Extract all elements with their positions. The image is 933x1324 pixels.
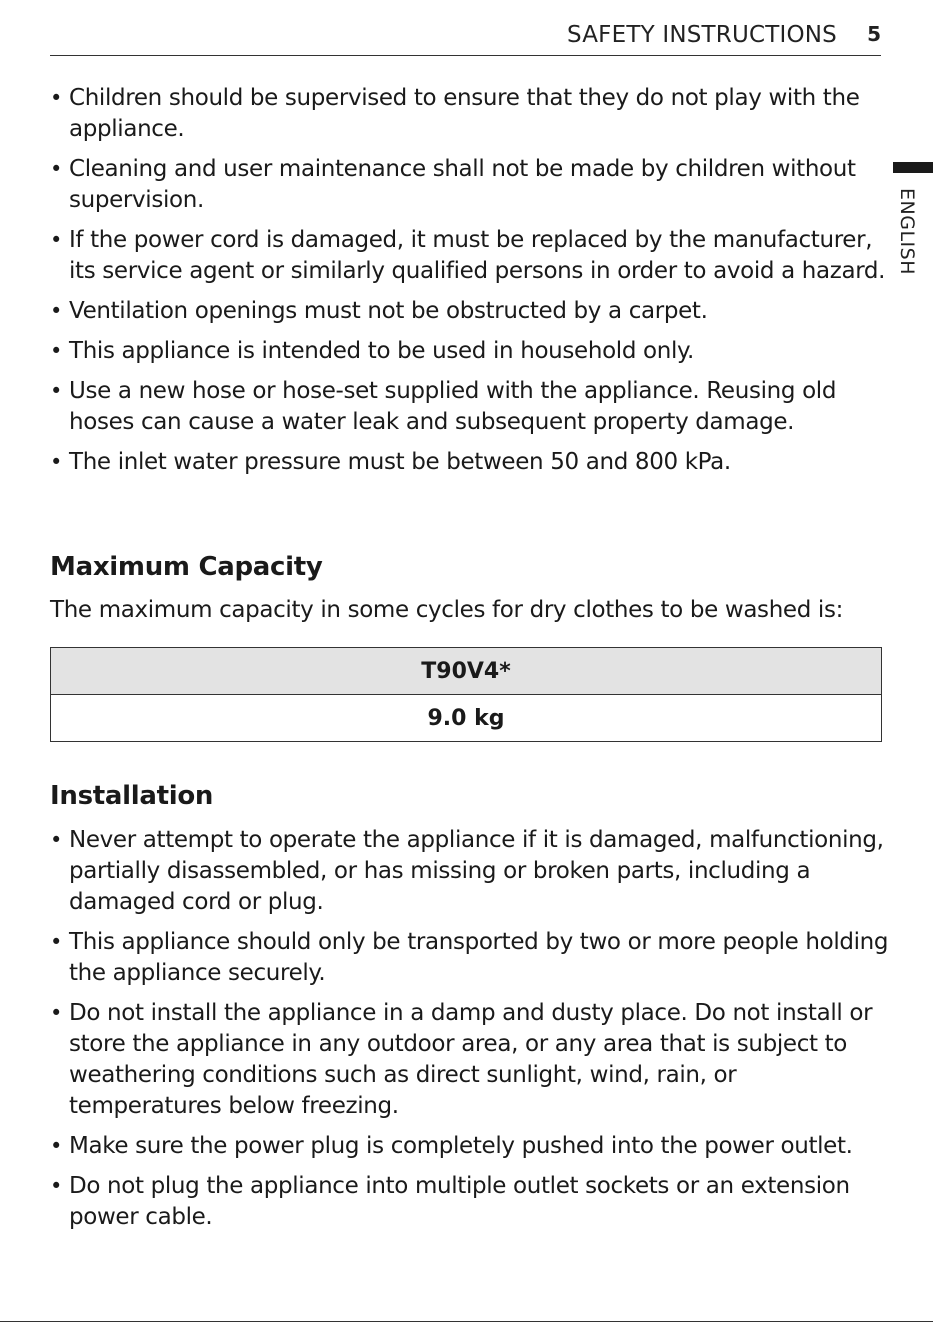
model-header-cell: T90V4* — [51, 648, 882, 695]
capacity-intro: The maximum capacity in some cycles for dry clothes to be washed is: — [50, 597, 844, 623]
table-row — [51, 648, 882, 695]
footer-divider — [0, 1321, 933, 1322]
maximum-capacity-heading: Maximum Capacity — [50, 552, 323, 582]
installation-bullet-list — [50, 825, 890, 1242]
capacity-value-cell: 9.0 kg — [51, 695, 882, 742]
table-row — [51, 695, 882, 742]
capacity-table — [50, 647, 882, 742]
list-item: • The inlet water pressure must be between 50 and 800 kPa. — [50, 447, 890, 478]
list-item: • Ventilation openings must not be obstructed by a carpet. — [50, 296, 890, 327]
list-item: • If the power cord is damaged, it must be replaced by the manufacturer, its service agent or similarly qualified persons in order to avoid a hazard. — [50, 225, 890, 287]
language-tab-marker — [893, 162, 933, 173]
list-item: • Use a new hose or hose-set supplied with the appliance. Reusing old hoses can cause a water leak and subsequent property damage. — [50, 376, 890, 438]
list-item: • Never attempt to operate the appliance if it is damaged, malfunctioning, partially disassembled, or has missing or broken parts, including a damaged cord or plug. — [50, 825, 890, 918]
list-item: • This appliance should only be transported by two or more people holding the appliance securely. — [50, 927, 890, 989]
list-item: • This appliance is intended to be used in household only. — [50, 336, 890, 367]
page-header — [50, 18, 881, 56]
list-item: • Cleaning and user maintenance shall not be made by children without supervision. — [50, 154, 890, 216]
safety-bullet-list — [50, 83, 890, 487]
header-title: SAFETY INSTRUCTIONS — [567, 22, 837, 48]
list-item: • Children should be supervised to ensure that they do not play with the appliance. — [50, 83, 890, 145]
page-number: 5 — [867, 22, 881, 46]
list-item: • Make sure the power plug is completely pushed into the power outlet. — [50, 1131, 890, 1162]
installation-heading: Installation — [50, 781, 214, 811]
list-item: • Do not install the appliance in a damp and dusty place. Do not install or store the appliance in any outdoor area, or any area that is subject to weathering conditions such as direct sunlight, wind, rain, or temperatures below freezing. — [50, 998, 890, 1122]
language-tab-label: ENGLISH — [896, 188, 918, 275]
list-item: • Do not plug the appliance into multiple outlet sockets or an extension power cable. — [50, 1171, 890, 1233]
